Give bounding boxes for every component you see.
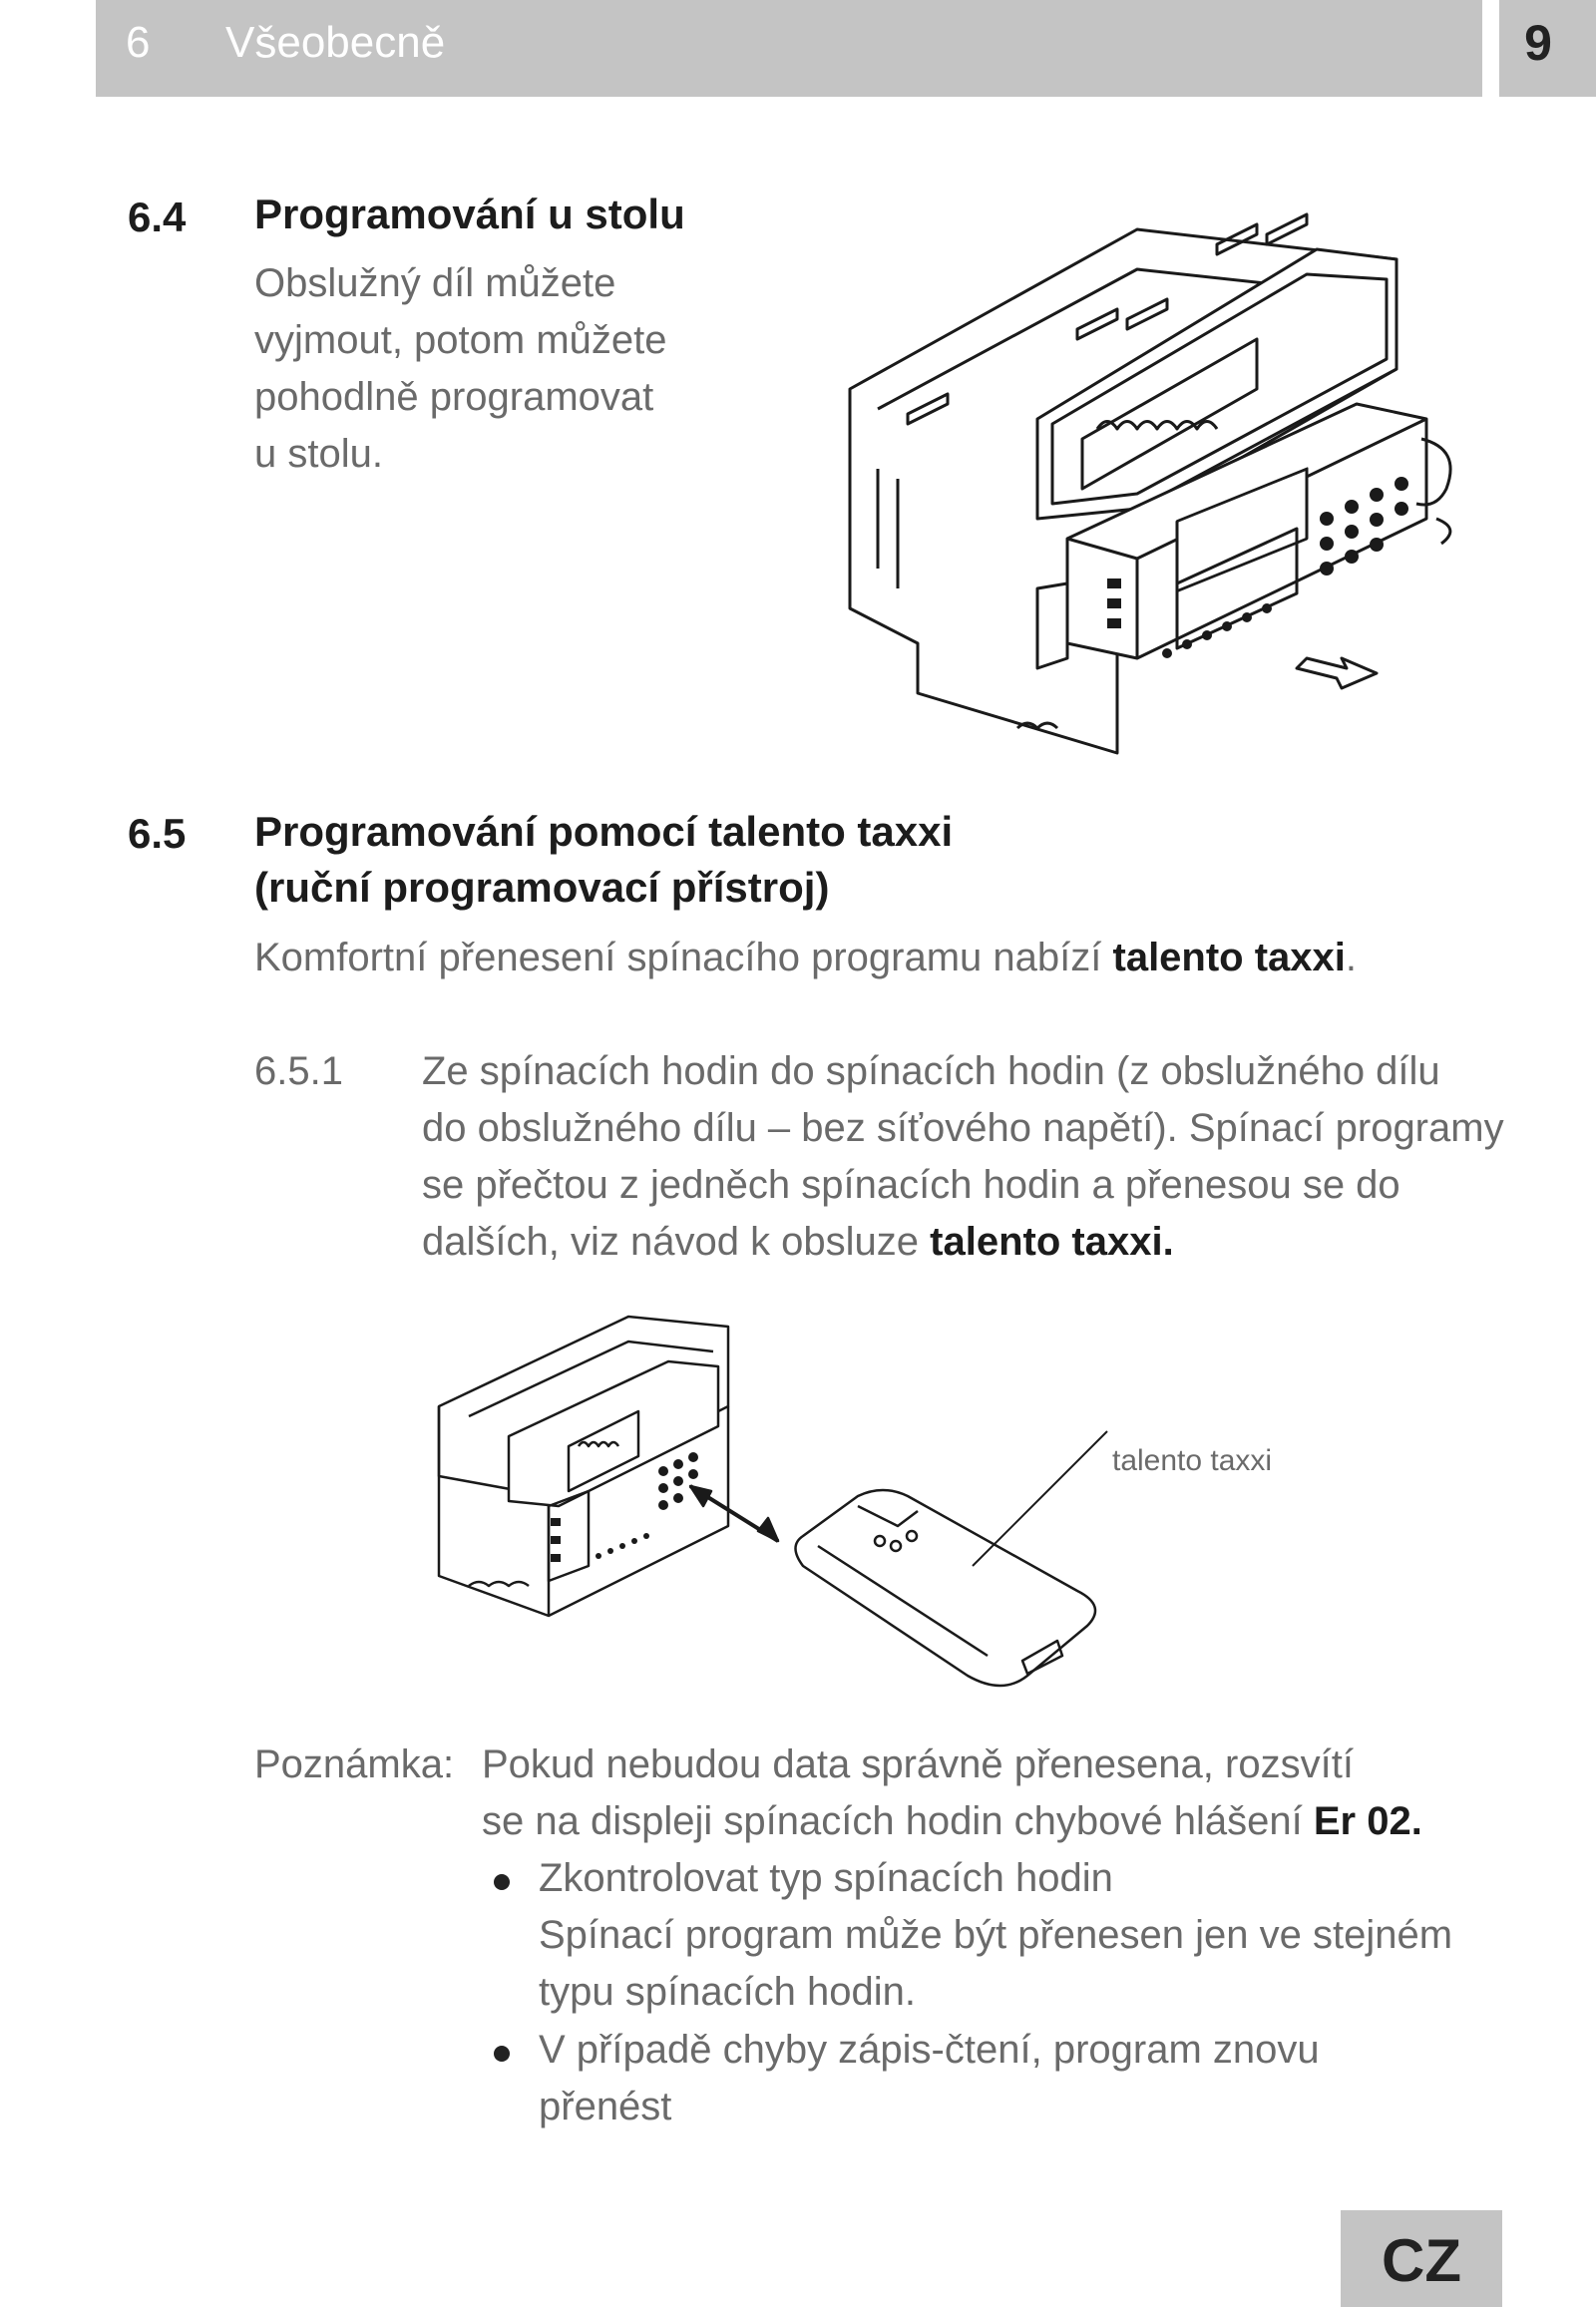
section-6-5-intro <box>254 930 1357 986</box>
bullet-dot <box>494 2046 510 2062</box>
text-line: V případě chyby zápis-čtení, program znovu <box>539 2028 1320 2072</box>
subsection-6-5-1-number: 6.5.1 <box>254 1049 343 1093</box>
text-line: pohodlně programovat <box>254 375 654 419</box>
text-line: se přečtou z jedněch spínacích hodin a přenesou se do <box>422 1163 1400 1207</box>
intro-text: Komfortní přenesení spínacího programu nabízí <box>254 936 1113 979</box>
text-line: vyjmout, potom můžete <box>254 318 667 362</box>
last-line-bold: talento taxxi. <box>930 1220 1174 1264</box>
section-6-5-title <box>254 804 953 916</box>
talento-taxxi-illustration <box>429 1297 1117 1726</box>
language-code: CZ <box>1382 2227 1461 2294</box>
intro-end: . <box>1345 936 1358 979</box>
section-6-5-title-line2: (ruční programovací přístroj) <box>254 864 830 911</box>
note-line2-text: se na displeji spínacích hodin chybové hlášení <box>482 1799 1314 1843</box>
timer-removable-part-illustration <box>838 190 1476 778</box>
note-label: Poznámka: <box>254 1742 455 1786</box>
header-bar <box>96 0 1482 97</box>
last-line-text: dalších, viz návod k obsluze <box>422 1220 931 1264</box>
bullet-dot <box>494 1874 510 1890</box>
note-line2-bold: Er 02. <box>1313 1799 1422 1843</box>
note-line2 <box>482 1793 1422 1850</box>
section-6-5-title-line1: Programování pomocí talento taxxi <box>254 808 954 855</box>
language-tab <box>1341 2210 1502 2307</box>
section-6-4-title: Programování u stolu <box>254 191 685 237</box>
talento-taxxi-callout: talento taxxi <box>1112 1444 1273 1477</box>
page-number-box <box>1499 0 1596 97</box>
bullet-item <box>539 2022 1320 2135</box>
text-line: Obslužný díl můžete <box>254 261 616 305</box>
bullet-item <box>539 1850 1452 2021</box>
note-line1: Pokud nebudou data správně přenesena, rozsvítí <box>482 1742 1354 1786</box>
text-line: do obslužného dílu – bez síťového napětí). Spínací programy <box>422 1106 1504 1150</box>
chapter-title: Všeobecně <box>225 18 446 67</box>
text-line <box>422 1214 1504 1271</box>
text-line: přenést <box>539 2085 672 2128</box>
chapter-number: 6 <box>126 18 152 67</box>
section-6-4-text <box>254 255 667 483</box>
text-line: Ze spínacích hodin do spínacích hodin (z obslužného dílu <box>422 1049 1440 1093</box>
section-6-5-number: 6.5 <box>128 810 187 857</box>
intro-bold: talento taxxi <box>1112 936 1346 979</box>
page-number: 9 <box>1524 15 1552 71</box>
text-line: typu spínacích hodin. <box>539 1970 917 2014</box>
section-6-4-number: 6.4 <box>128 193 187 240</box>
text-line: Spínací program může být přenesen jen ve stejném <box>539 1913 1453 1957</box>
subsection-6-5-1-text <box>422 1043 1504 1271</box>
text-line: Zkontrolovat typ spínacích hodin <box>539 1856 1113 1900</box>
text-line: u stolu. <box>254 432 383 476</box>
